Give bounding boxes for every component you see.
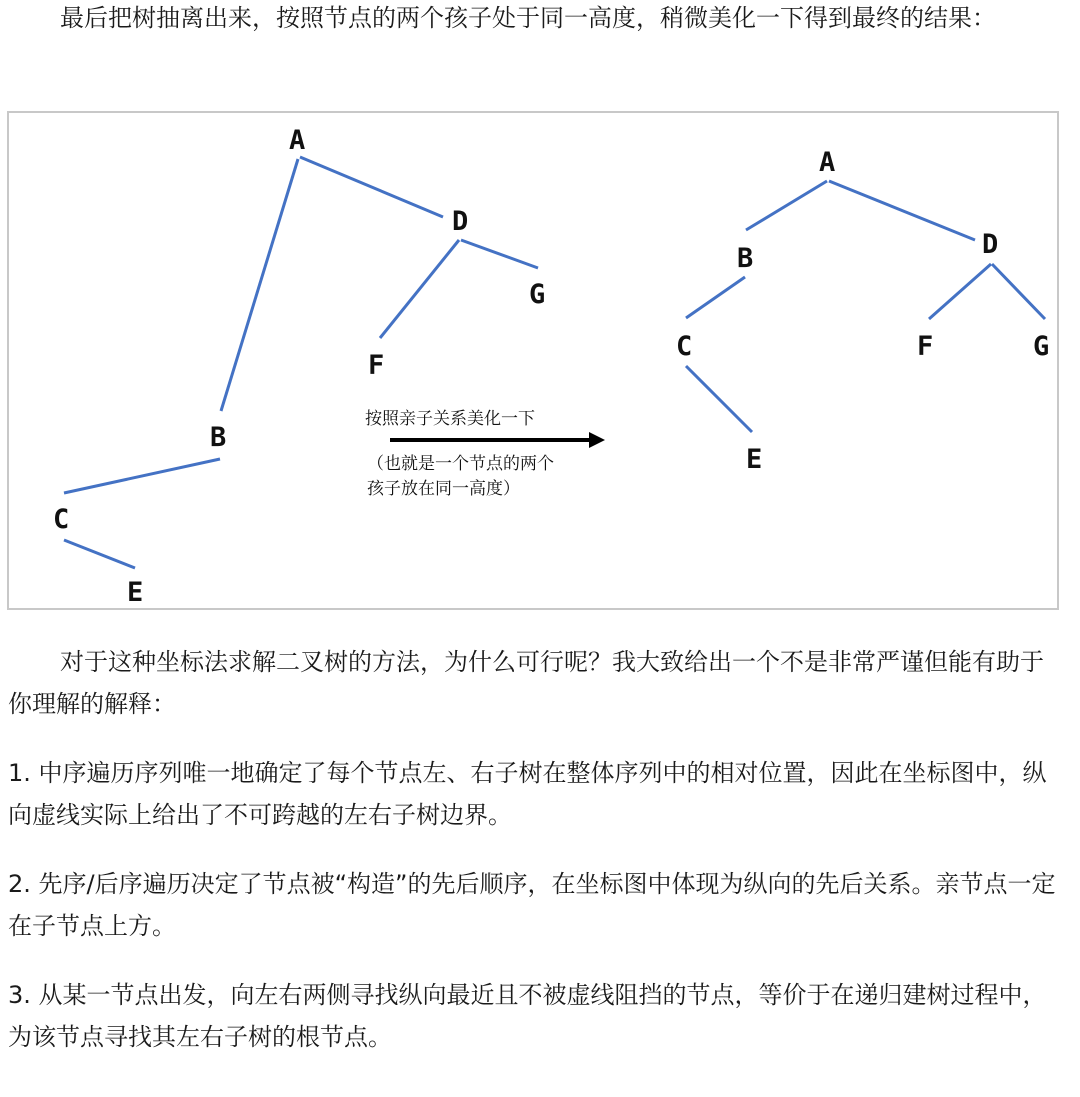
edge-left-a-b xyxy=(221,159,298,411)
discussion-paragraph: 对于这种坐标法求解二叉树的方法，为什么可行呢？我大致给出一个不是非常严谨但能有助于你理解的解释： xyxy=(8,648,1044,718)
edge-left-b-c xyxy=(64,459,220,493)
left-node-a: A xyxy=(289,125,306,156)
edge-right-d-f xyxy=(929,264,991,319)
right-node-e: E xyxy=(746,444,763,475)
left-node-g: G xyxy=(529,279,546,310)
edge-right-a-b xyxy=(746,181,827,230)
edge-left-c-e xyxy=(64,540,135,568)
edge-right-c-e xyxy=(686,366,752,432)
list-item-1: 1. 中序遍历序列唯一地确定了每个节点左、右子树在整体序列中的相对位置，因此在坐标图中，纵向虚线实际上给出了不可跨越的左右子树边界。 xyxy=(8,759,1047,829)
right-node-d: D xyxy=(982,229,999,260)
edge-right-b-c xyxy=(686,277,745,318)
caption-line-3: 孩子放在同一高度） xyxy=(367,479,520,499)
right-node-g: G xyxy=(1033,331,1050,362)
right-node-a: A xyxy=(819,147,836,178)
list-item-3: 3. 从某一节点出发，向左右两侧寻找纵向最近且不被虚线阻挡的节点，等价于在递归建树过程中，为该节点寻找其左右子树的根节点。 xyxy=(8,981,1047,1051)
tree-figure xyxy=(7,111,1059,610)
left-node-f: F xyxy=(368,350,385,381)
edge-left-d-g xyxy=(461,240,538,268)
edge-left-d-f xyxy=(380,240,459,338)
edge-right-d-g xyxy=(992,264,1045,319)
left-node-d: D xyxy=(452,206,469,237)
arrow-head xyxy=(589,432,605,448)
caption-line-1: 按照亲子关系美化一下 xyxy=(365,409,535,429)
edge-right-a-d xyxy=(829,181,975,240)
edge-left-a-d xyxy=(300,157,443,217)
caption-line-2: （也就是一个节点的两个 xyxy=(367,454,554,474)
list-item-2: 2. 先序/后序遍历决定了节点被“构造”的先后顺序，在坐标图中体现为纵向的先后关系。亲节点一定在子节点上方。 xyxy=(8,870,1056,940)
right-node-c: C xyxy=(676,331,693,362)
right-node-f: F xyxy=(917,331,934,362)
tree-diagram xyxy=(9,113,1059,610)
left-node-c: C xyxy=(53,504,70,535)
right-node-b: B xyxy=(737,243,754,274)
left-node-b: B xyxy=(210,422,227,453)
left-node-e: E xyxy=(127,577,144,608)
intro-paragraph: 最后把树抽离出来，按照节点的两个孩子处于同一高度，稍微美化一下得到最终的结果： xyxy=(60,4,996,32)
